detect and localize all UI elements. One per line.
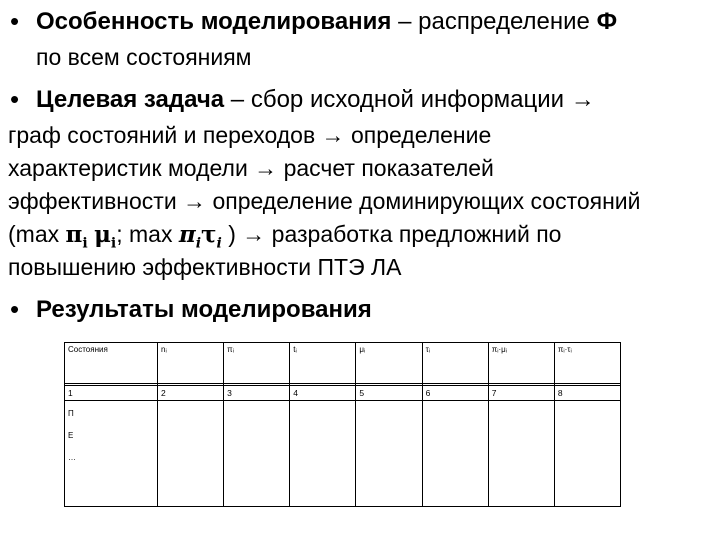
bullet-1: •: [10, 6, 20, 36]
header-cell-pi-mu: πᵢ·μᵢ: [488, 343, 554, 384]
item1-dash: –: [391, 8, 419, 35]
stub-label-p: П: [68, 409, 74, 418]
item2-rest: сбор исходной информации →: [250, 86, 595, 113]
body-cell: [224, 401, 290, 507]
mu-symbol: μ: [94, 221, 111, 248]
header-cell-states: Состояния: [65, 343, 158, 384]
body-stub-cell: [65, 401, 158, 507]
header-cell-pi-tau: πᵢ·τᵢ: [554, 343, 620, 384]
index-cell-1: 1: [65, 386, 158, 401]
max-semi: ; max: [116, 221, 179, 247]
stub-label-ellipsis: …: [68, 453, 76, 462]
item1-line1: [36, 8, 617, 36]
item3-heading: Результаты моделирования: [36, 296, 372, 323]
item2-line2: граф состояний и переходов → определение: [8, 122, 492, 148]
item1-heading: Особенность моделирования: [36, 8, 392, 35]
header-cell-t: tᵢ: [290, 343, 356, 384]
bullet-3: •: [10, 294, 20, 324]
item2-line5: [8, 221, 561, 252]
header-cell-n: nᵢ: [158, 343, 224, 384]
mu-subscript: i: [110, 235, 117, 252]
body-cell: [356, 401, 422, 507]
index-cell-3: 3: [224, 386, 290, 401]
results-table: [64, 342, 621, 507]
item2-heading: Целевая задача: [36, 86, 225, 113]
item2-line6: повышению эффективности ПТЭ ЛА: [8, 254, 402, 280]
index-cell-2: 2: [158, 386, 224, 401]
index-cell-6: 6: [422, 386, 488, 401]
item2-dash: –: [224, 86, 251, 113]
tau-subscript: i: [216, 235, 222, 252]
body-cell: [158, 401, 224, 507]
stub-label-e: Е: [68, 431, 74, 440]
body-cell: [422, 401, 488, 507]
bullet-2: •: [10, 84, 20, 114]
body-cell: [554, 401, 620, 507]
index-cell-8: 8: [554, 386, 620, 401]
pi-italic-subscript: i: [195, 235, 202, 252]
item2-line3: характеристик модели → расчет показателей: [8, 155, 494, 181]
pi-symbol: π: [65, 221, 83, 248]
item1-rest: распределение: [418, 8, 597, 35]
item1-line2: по всем состояниям: [36, 44, 252, 70]
header-cell-tau: τᵢ: [422, 343, 488, 384]
pi-subscript: i: [82, 235, 88, 252]
item2-line1: [36, 86, 595, 114]
item1-phi: Ф: [596, 8, 618, 35]
body-cell: [290, 401, 356, 507]
pi-italic-symbol: π: [178, 221, 196, 248]
body-cell: [488, 401, 554, 507]
max-close: ) → разработка предложний по: [221, 221, 562, 247]
index-cell-7: 7: [488, 386, 554, 401]
header-cell-pi: πᵢ: [224, 343, 290, 384]
index-cell-5: 5: [356, 386, 422, 401]
table-index-row: [65, 386, 621, 401]
table-header-row: [65, 343, 621, 384]
table-body-row: [65, 401, 621, 507]
max-open: (max: [8, 221, 66, 247]
item2-line4: эффективности → определение доминирующих состояний: [8, 188, 641, 214]
tau-symbol: τ: [201, 221, 217, 248]
index-cell-4: 4: [290, 386, 356, 401]
header-cell-mu: μᵢ: [356, 343, 422, 384]
